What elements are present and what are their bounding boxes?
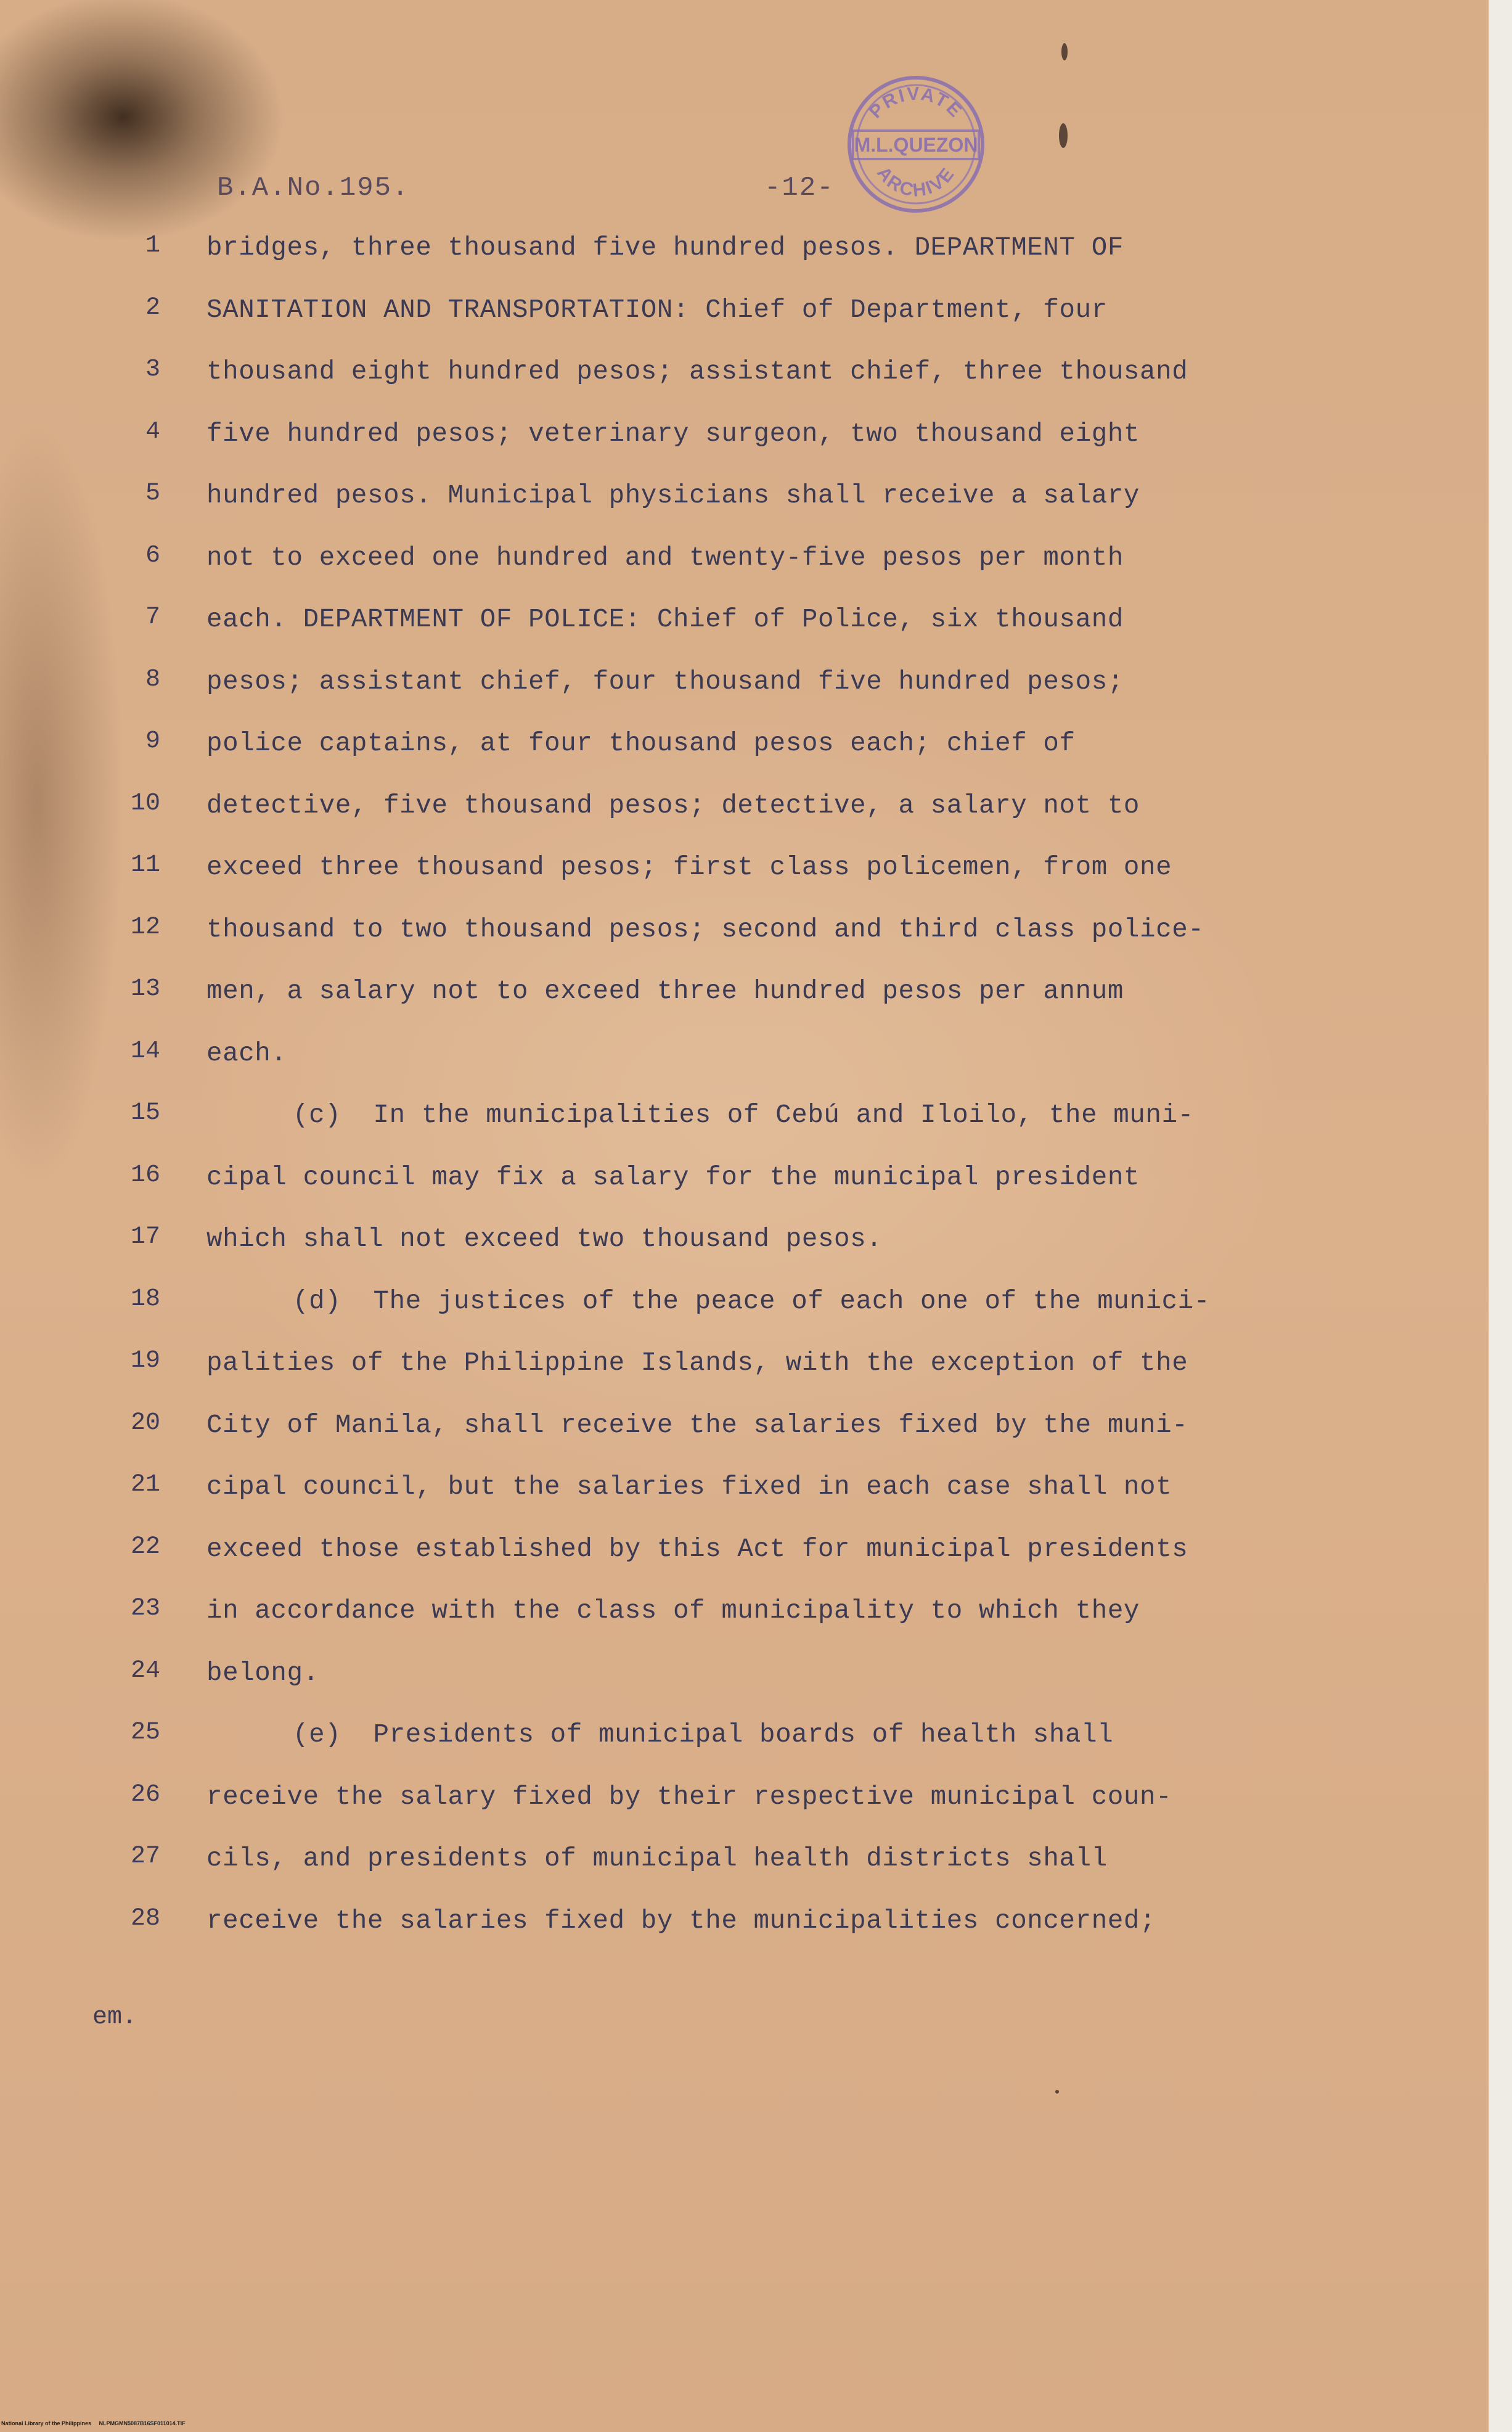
line-text: hundred pesos. Municipal physicians shall receive a salary bbox=[206, 481, 1140, 510]
text-line bbox=[0, 1900, 1489, 1962]
line-number: 7 bbox=[145, 604, 160, 631]
line-number: 24 bbox=[130, 1656, 160, 1685]
line-text: men, a salary not to exceed three hundred pesos per annum bbox=[206, 976, 1124, 1006]
line-number: 27 bbox=[130, 1843, 160, 1870]
line-number: 2 bbox=[145, 293, 160, 322]
numbered-text-body bbox=[0, 227, 1489, 1962]
scan-margin bbox=[1489, 0, 1512, 2432]
text-line bbox=[0, 723, 1489, 785]
text-line bbox=[0, 1838, 1489, 1900]
line-number: 18 bbox=[130, 1285, 160, 1313]
line-text: (e) Presidents of municipal boards of health shall bbox=[293, 1720, 1114, 1750]
line-number: 25 bbox=[130, 1719, 160, 1746]
line-number: 28 bbox=[130, 1904, 160, 1933]
text-line bbox=[0, 351, 1489, 413]
line-number: 9 bbox=[145, 727, 160, 755]
line-text: pesos; assistant chief, four thousand five hundred pesos; bbox=[206, 666, 1124, 697]
line-text: exceed three thousand pesos; first class policemen, from one bbox=[206, 853, 1172, 882]
line-number: 26 bbox=[130, 1780, 160, 1809]
text-line bbox=[0, 289, 1489, 351]
text-line bbox=[0, 1157, 1489, 1219]
bill-number: B.A.No.195. bbox=[217, 173, 410, 203]
text-line bbox=[0, 413, 1489, 475]
line-text: receive the salaries fixed by the municipalities concerned; bbox=[206, 1906, 1156, 1936]
line-number: 8 bbox=[145, 665, 160, 694]
line-text: each. DEPARTMENT OF POLICE: Chief of Police, six thousand bbox=[206, 605, 1124, 634]
line-number: 6 bbox=[145, 541, 160, 570]
line-number: 17 bbox=[130, 1223, 160, 1251]
line-text: bridges, three thousand five hundred pesos. DEPARTMENT OF bbox=[206, 233, 1124, 263]
text-line bbox=[0, 1342, 1489, 1404]
line-number: 23 bbox=[130, 1595, 160, 1623]
line-number: 19 bbox=[130, 1347, 160, 1375]
line-text: belong. bbox=[206, 1658, 319, 1688]
text-line bbox=[0, 661, 1489, 723]
line-text: SANITATION AND TRANSPORTATION: Chief of Department, four bbox=[206, 295, 1108, 325]
text-line bbox=[0, 1094, 1489, 1157]
text-line bbox=[0, 1528, 1489, 1591]
line-text: exceed those established by this Act for municipal presidents bbox=[206, 1534, 1188, 1564]
line-text: receive the salary fixed by their respective municipal coun- bbox=[206, 1782, 1172, 1812]
line-text: in accordance with the class of municipality to which they bbox=[206, 1596, 1140, 1626]
line-number: 1 bbox=[145, 232, 160, 260]
line-text: (c) In the municipalities of Cebú and Iloilo, the muni- bbox=[293, 1100, 1194, 1130]
line-number: 22 bbox=[130, 1533, 160, 1561]
text-line bbox=[0, 227, 1489, 289]
ink-speck bbox=[1061, 43, 1068, 60]
text-line bbox=[0, 785, 1489, 847]
stamp-seal-icon bbox=[844, 73, 987, 216]
line-number: 20 bbox=[130, 1409, 160, 1437]
scan-footer: National Library of the Philippines NLPMGMN5087B16SF011014.TIF bbox=[1, 2420, 186, 2426]
stamp-top-text: PRIVATE bbox=[865, 83, 967, 123]
stamp-bottom-text: ARCHIVE bbox=[872, 163, 960, 201]
line-text: cipal council may fix a salary for the municipal president bbox=[206, 1162, 1140, 1192]
stamp-middle-text: M.L.QUEZON bbox=[854, 134, 978, 156]
text-line bbox=[0, 1652, 1489, 1714]
text-line bbox=[0, 537, 1489, 599]
line-text: each. bbox=[206, 1038, 287, 1068]
line-number: 11 bbox=[130, 851, 160, 879]
line-text: thousand to two thousand pesos; second and third class police- bbox=[206, 914, 1204, 944]
text-line bbox=[0, 970, 1489, 1033]
line-text: not to exceed one hundred and twenty-five pesos per month bbox=[206, 542, 1124, 573]
text-line bbox=[0, 1280, 1489, 1343]
text-line bbox=[0, 1466, 1489, 1528]
text-line bbox=[0, 1714, 1489, 1776]
text-line bbox=[0, 909, 1489, 971]
line-text: detective, five thousand pesos; detective, a salary not to bbox=[206, 790, 1140, 821]
line-number: 12 bbox=[130, 913, 160, 941]
text-line bbox=[0, 846, 1489, 909]
text-line bbox=[0, 599, 1489, 661]
line-text: which shall not exceed two thousand pesos. bbox=[206, 1224, 883, 1254]
page-number: -12- bbox=[764, 173, 835, 203]
text-line bbox=[0, 1033, 1489, 1095]
line-text: (d) The justices of the peace of each one of the munici- bbox=[293, 1286, 1210, 1316]
ink-speck bbox=[1059, 123, 1068, 148]
line-number: 5 bbox=[145, 480, 160, 507]
line-number: 15 bbox=[130, 1099, 160, 1127]
line-number: 21 bbox=[130, 1471, 160, 1499]
line-number: 10 bbox=[130, 789, 160, 817]
line-number: 3 bbox=[145, 356, 160, 383]
line-number: 4 bbox=[145, 417, 160, 446]
line-text: police captains, at four thousand pesos each; chief of bbox=[206, 729, 1076, 758]
line-text: cils, and presidents of municipal health districts shall bbox=[206, 1844, 1108, 1873]
archive-stamp bbox=[844, 73, 987, 216]
ink-speck bbox=[1055, 2090, 1059, 2094]
line-number: 16 bbox=[130, 1161, 160, 1189]
text-line bbox=[0, 1404, 1489, 1467]
line-number: 14 bbox=[130, 1037, 160, 1065]
typist-initials: em. bbox=[92, 2004, 137, 2031]
line-number: 13 bbox=[130, 975, 160, 1003]
page-header bbox=[0, 173, 1489, 216]
text-line bbox=[0, 1218, 1489, 1280]
line-text: palities of the Philippine Islands, with the exception of the bbox=[206, 1348, 1188, 1378]
line-text: cipal council, but the salaries fixed in each case shall not bbox=[206, 1472, 1172, 1502]
line-text: City of Manila, shall receive the salaries fixed by the muni- bbox=[206, 1410, 1188, 1440]
line-text: thousand eight hundred pesos; assistant chief, three thousand bbox=[206, 357, 1188, 387]
text-line bbox=[0, 475, 1489, 537]
text-line bbox=[0, 1590, 1489, 1652]
text-line bbox=[0, 1776, 1489, 1838]
line-text: five hundred pesos; veterinary surgeon, two thousand eight bbox=[206, 419, 1140, 449]
